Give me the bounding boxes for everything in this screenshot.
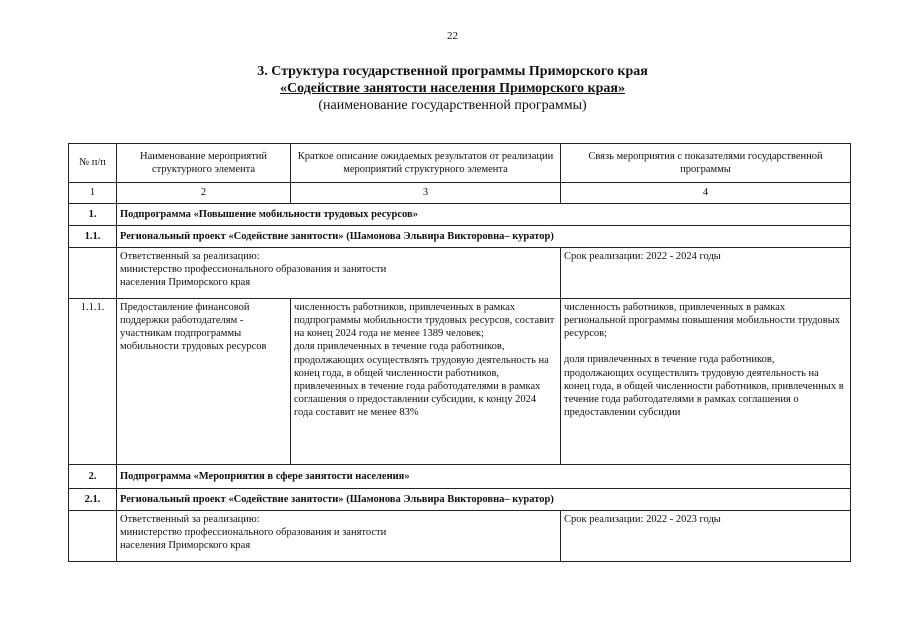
empty-cell <box>69 248 117 299</box>
program-name <box>0 81 905 97</box>
term-cell: Срок реализации: 2022 - 2024 годы <box>561 248 851 299</box>
subprogram-title: Подпрограмма «Повышение мобильности трудовых ресурсов» <box>117 204 851 226</box>
project-title: Региональный проект «Содействие занятости» (Шамонова Эльвира Викторовна– куратор) <box>117 226 851 248</box>
responsible-org-line1: министерство профессионального образования и занятости <box>120 264 387 276</box>
responsible-org-line2: населения Приморского края <box>120 540 251 552</box>
project-row <box>69 226 851 248</box>
header-description: Краткое описание ожидаемых результатов от реализации мероприятий структурного элемента <box>291 144 561 183</box>
col-number: 2 <box>117 183 291 204</box>
project-title: Региональный проект «Содействие занятости» (Шамонова Эльвира Викторовна– куратор) <box>117 489 851 511</box>
responsible-cell <box>117 511 561 562</box>
table-header-row <box>69 144 851 183</box>
header-name: Наименование мероприятий структурного элемента <box>117 144 291 183</box>
col-number: 4 <box>561 183 851 204</box>
responsible-row <box>69 248 851 299</box>
subprogram-row <box>69 465 851 489</box>
row-num: 1.1. <box>69 226 117 248</box>
term-cell: Срок реализации: 2022 - 2023 годы <box>561 511 851 562</box>
responsible-label: Ответственный за реализацию: <box>120 514 260 525</box>
responsible-row <box>69 511 851 562</box>
program-caption: (наименование государственной программы) <box>318 98 587 113</box>
indicator-text: численность работников, привлеченных в рамках региональной программы повышения мобильности трудовых ресурсов; <box>564 302 841 340</box>
column-number-row <box>69 183 851 204</box>
row-num: 1.1.1. <box>69 299 117 465</box>
subprogram-title: Подпрограмма «Мероприятия в сфере занятости населения» <box>117 465 851 489</box>
activity-name: Предоставление финансовой поддержки работодателям - участникам подпрограммы мобильности трудовых ресурсов <box>117 299 291 465</box>
header-num: № п/п <box>69 144 117 183</box>
row-num: 1. <box>69 204 117 226</box>
responsible-org-line2: населения Приморского края <box>120 277 251 289</box>
col-number: 3 <box>291 183 561 204</box>
row-num: 2.1. <box>69 489 117 511</box>
empty-cell <box>69 511 117 562</box>
activity-results <box>291 299 561 465</box>
program-name-text: «Содействие занятости населения Приморского края» <box>280 81 625 96</box>
responsible-label: Ответственный за реализацию: <box>120 251 260 262</box>
section-title: 3. Структура государственной программы Приморского края <box>257 64 648 79</box>
subprogram-row <box>69 204 851 226</box>
project-row <box>69 489 851 511</box>
responsible-org-line1: министерство профессионального образования и занятости <box>120 527 387 539</box>
structure-table <box>68 143 851 562</box>
page-number: 22 <box>447 30 458 42</box>
header-link: Связь мероприятия с показателями государственной программы <box>561 144 851 183</box>
result-text: доля привлеченных в течение года работников, продолжающих осуществлять трудовую деятельность на конец года, в общей численности работников, привлеченных в течение года работодателями в рамках соглашения о предоставлении субсидии, к концу 2024 года составит не менее 83% <box>294 341 549 418</box>
responsible-cell <box>117 248 561 299</box>
result-text: численность работников, привлеченных в рамках подпрограммы мобильности трудовых ресурсов, составит на конец 2024 года не менее 1389 человек; <box>294 302 555 340</box>
activity-indicators <box>561 299 851 465</box>
activity-row <box>69 299 851 465</box>
indicator-text: доля привлеченных в течение года работников, продолжающих осуществлять трудовую деятельность на конец года, в общей численности работников, привлеченных в течение года работодателями в рамках соглашения о предоставлении субсидии <box>564 354 844 418</box>
col-number: 1 <box>69 183 117 204</box>
row-num: 2. <box>69 465 117 489</box>
